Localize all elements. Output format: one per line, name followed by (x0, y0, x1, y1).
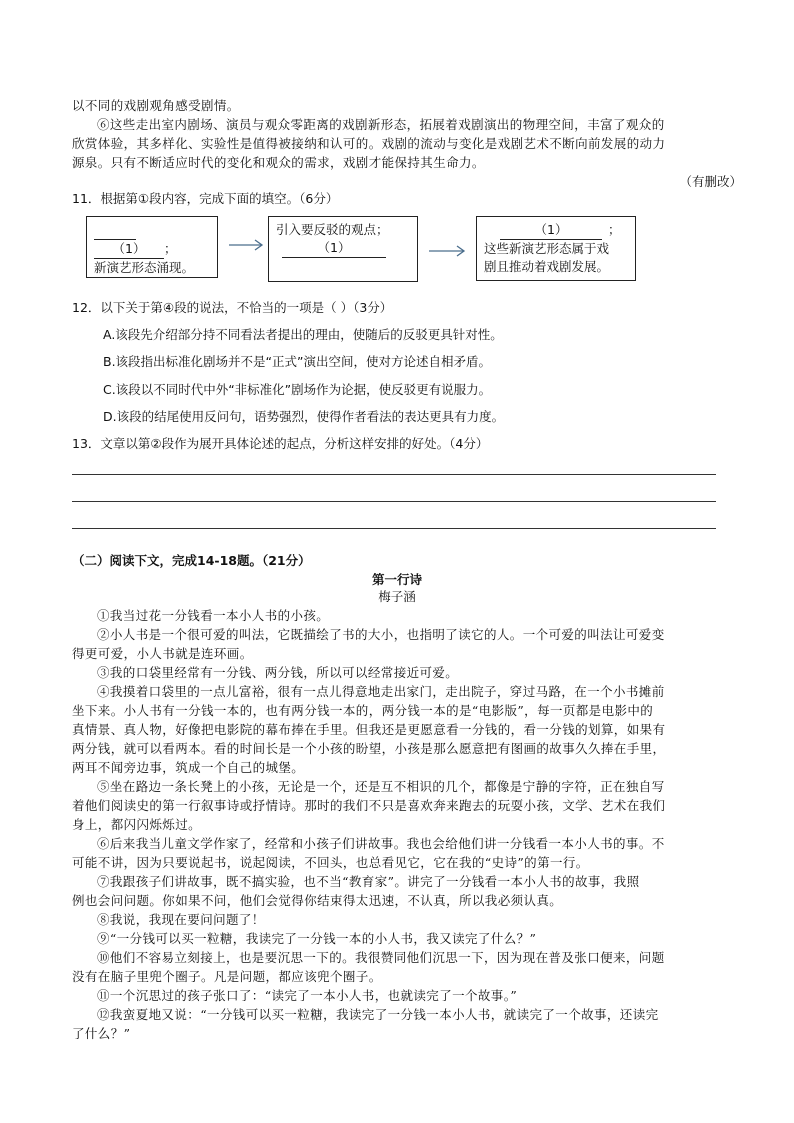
punct: ； (164, 241, 177, 256)
passage-line: ⑧我说，我现在要问问题了！ (97, 912, 265, 927)
passage-line: 着他们阅读史的第一行叙事诗或抒情诗。那时的我们不只是喜欢奔来跑去的玩耍小孩，文学、艺术在我们 (72, 798, 666, 813)
passage-line: ⑩他们不容易立刻接上，也是要沉思一下的。我很赞同他们沉思一下，因为现在普及张口便来，问题 (97, 950, 665, 965)
answer-line[interactable] (72, 501, 716, 502)
option-d[interactable]: D.该段的结尾使用反问句，语势强烈，使得作者看法的表达更具有力度。 (103, 409, 505, 424)
passage-line: 两分钱，就可以看两本。看的时间长是一个小孩的盼望，小孩是那么愿意把有图画的故事久久捧在手里， (72, 741, 666, 756)
passage-line: 了什么？” (72, 1026, 131, 1041)
punct: ； (608, 222, 621, 237)
passage-line: 两耳不闻旁边事，筑成一个自己的城堡。 (72, 760, 305, 775)
blank-1[interactable]: （1） (94, 240, 164, 259)
passage-line: 可能不讲，因为只要说起书，说起阅读，不回头，也总看见它，它在我的“史诗”的第一行。 (72, 855, 589, 870)
passage-line: 得更可爱，小人书就是连环画。 (72, 646, 253, 661)
passage-line: 身上，都闪闪烁烁过。 (72, 817, 202, 832)
box3-text: 剧且推动着戏剧发展。 (484, 259, 610, 274)
passage-line: ⑪一个沉思过的孩子张口了：“读完了一本小人书，也就读完了一个故事。” (97, 988, 518, 1003)
box3-text: 这些新演艺形态属于戏 (484, 241, 610, 256)
blank-2[interactable]: （1） (282, 239, 386, 258)
box1-text: 新演艺形态涌现。 (94, 260, 195, 275)
passage-line: 坐下来。小人书有一分钱一本的，也有两分钱一本的，两分钱一本的是“电影版”，每一页都是电影中的 (72, 703, 654, 718)
passage-line: 欣赏体验，其多样化、实验性是值得被接纳和认可的。戏剧的流动与变化是戏剧艺术不断向前发展的动力 (72, 136, 666, 151)
passage-line: 没有在脑子里兜个圈子。凡是问题，都应该兜个圈子。 (72, 969, 382, 984)
section-heading: （二）阅读下文，完成14-18题。（21分） (72, 553, 311, 568)
option-b[interactable]: B.该段指出标准化剧场并不是“正式”演出空间，使对方论述自相矛盾。 (103, 354, 492, 369)
flow-box-2 (268, 216, 418, 282)
author: 梅子涵 (378, 589, 416, 604)
passage-line: 真情景、真人物，好像把电影院的幕布捧在手里。但我还是更愿意看一分钱的，看一分钱的划算，如果有 (72, 722, 666, 737)
arrow-right-icon (428, 244, 466, 258)
passage-line: ②小人书是一个很可爱的叫法，它既描绘了书的大小，也指明了读它的人。一个可爱的叫法让可爱变 (97, 627, 665, 642)
source-note: （有删改） (679, 174, 742, 189)
passage-line: ④我摸着口袋里的一点儿富裕，很有一点儿得意地走出家门，走出院子，穿过马路，在一个小书摊前 (97, 684, 665, 699)
passage-line: ③我的口袋里经常有一分钱、两分钱，所以可以经常接近可爱。 (97, 665, 459, 680)
passage-line: 以不同的戏剧观角感受剧情。 (72, 98, 240, 113)
answer-line[interactable] (72, 474, 716, 475)
flow-box-1 (86, 216, 218, 278)
passage-line: ⑫我蛮夏地又说：“一分钱可以买一粒糖，我读完了一分钱一本小人书，就读完了一个故事，还读完 (97, 1007, 659, 1022)
passage-line: ①我当过花一分钱看一本小人书的小孩。 (97, 608, 330, 623)
flow-box-3 (476, 216, 636, 281)
poem-title: 第一行诗 (371, 572, 422, 587)
passage-line: 源泉。只有不断适应时代的变化和观众的需求，戏剧才能保持其生命力。 (72, 155, 485, 170)
passage-line: ⑥后来我当儿童文学作家了，经常和小孩子们讲故事。我也会给他们讲一分钱看一本小人书的事。不 (97, 836, 665, 851)
question-13-stem: 13．文章以第②段作为展开具体论述的起点，分析这样安排的好处。（4分） (72, 436, 489, 451)
option-c[interactable]: C.该段以不同时代中外“非标准化”剧场作为论据，使反驳更有说服力。 (103, 382, 492, 397)
passage-line: ⑥这些走出室内剧场、演员与观众零距离的戏剧新形态，拓展着戏剧演出的物理空间，丰富了观众的 (97, 117, 665, 132)
question-12-stem: 12．以下关于第④段的说法，不恰当的一项是（ ）（3分） (72, 300, 393, 315)
passage-line: ⑦我跟孩子们讲故事，既不搞实验，也不当“教育家”。讲完了一分钱看一本小人书的故事，我照 (97, 874, 640, 889)
passage-line: ⑤坐在路边一条长凳上的小孩，无论是一个，还是互不相识的几个，都像是宁静的字符，正在独自写 (97, 779, 665, 794)
box2-text: 引入要反驳的观点； (276, 222, 389, 237)
passage-line: 例也会问问题。你如果不问，他们会觉得你结束得太迅速，不认真，所以我必须认真。 (72, 893, 563, 908)
arrow-right-icon (228, 238, 264, 252)
passage-line: ⑨“一分钱可以买一粒糖，我读完了一分钱一本的小人书，我又读完了什么？” (97, 931, 537, 946)
blank-3[interactable]: （1） (500, 221, 602, 240)
answer-line[interactable] (72, 528, 716, 529)
question-11-stem: 11．根据第①段内容，完成下面的填空。（6分） (72, 191, 339, 206)
option-a[interactable]: A.该段先介绍部分持不同看法者提出的理由，使随后的反驳更具针对性。 (103, 327, 503, 342)
